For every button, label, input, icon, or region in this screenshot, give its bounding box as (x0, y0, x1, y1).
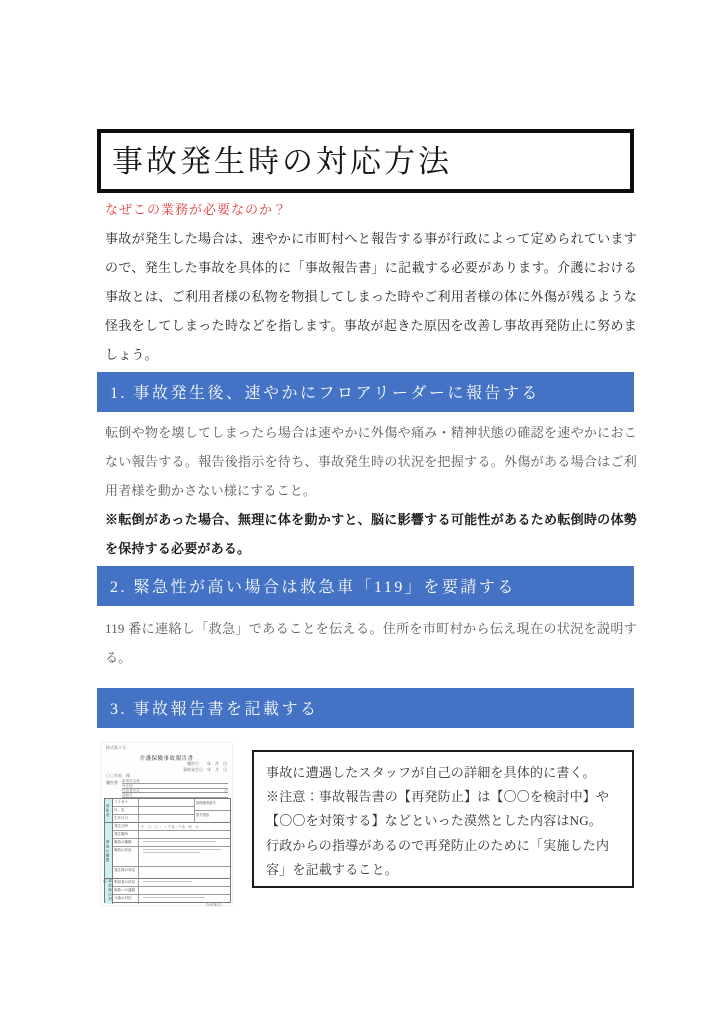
section-2-header (97, 566, 634, 606)
form-band-incident-label: 事故の概要 (105, 823, 113, 878)
form-subject-side-column: 被保険者番号 要介護度 (194, 799, 230, 822)
form-reporter-row: 連絡先 (122, 793, 228, 798)
callout-line: ※注意：事故報告書の【再発防止】は【〇〇を検討中】や (266, 789, 610, 805)
form-reporter-row: 事業所名称 (122, 779, 228, 784)
callout-line: 行政からの指導があるので再発防止のために「実施した内 (266, 837, 610, 853)
form-seal-mark: 印 (224, 788, 228, 793)
form-addressee: 〇〇市長 様 (106, 773, 130, 778)
form-title: 介護保険事故報告書 (139, 756, 194, 762)
section-1-body (105, 418, 637, 563)
section-2-text: 119 番に連絡し「救急」であることを伝える。住所を市町村から伝え現在の状況を説明する。 (105, 621, 637, 665)
page-title-box (97, 129, 634, 193)
form-reporter-block (106, 779, 228, 798)
section-1-header (97, 372, 634, 412)
form-band-subject-label: 対象者 (105, 799, 113, 822)
section-3-heading: 3. 事故報告書を記載する (110, 700, 319, 718)
form-reporter-row: 所在地 (122, 784, 228, 789)
callout-box (252, 750, 634, 888)
section-1-note: ※転倒があった場合、無理に体を動かすと、脳に影響する可能性があるため転倒時の体勢を保持する必要がある。 (105, 512, 637, 556)
form-doc-number: 様式第１号 (106, 745, 126, 750)
form-reporter-row: 代表者氏名 印 (122, 788, 228, 793)
form-table (104, 798, 231, 903)
form-band-incident: 事故の概要 発生日時 年 月 日（ ）午前・午後 時 分 発生場所 事故の種類 事故の状況 発生時の対応 (105, 823, 230, 879)
form-band-after: 事故後の対応 利用者の状況 家族への連絡 今後の対応 (105, 879, 230, 904)
accident-report-form-thumbnail (100, 742, 233, 906)
form-date-row-1: 報告日 年 月 日 (187, 761, 227, 766)
form-date-row-2: 事故発生日 年 月 日 (183, 766, 227, 772)
callout-line: 事故に遭遇したスタッフが自己の詳細を具体的に書く。 (266, 765, 596, 780)
section-3-header (97, 688, 634, 728)
form-band-subject: 対象者 フリガナ 氏 名 生年月日 被保険者番号 要介護度 (105, 799, 230, 823)
lead-heading: なぜこの業務が必要なのか？ (105, 202, 288, 217)
section-1-heading: 1. 事故発生後、速やかにフロアリーダーに報告する (110, 384, 540, 402)
section-2-heading: 2. 緊急性が高い場合は救急車「119」を要請する (110, 578, 516, 596)
form-band-after-label: 事故後の対応 (105, 879, 113, 904)
lead-paragraph: 事故が発生した場合は、速やかに市町村へと報告する事が行政によって定められていますので、発生した事故を具体的に「事故報告書」に記載する必要があります。介護における事故とは、ご利用者様の私物を物損してしまった時やご利用者様の体に外傷が残るような怪我をしてしまった時などを指します。事故が起きた原因を改善し事故再発防止に努めましょう。 (105, 231, 637, 362)
callout-line: 容」を記載すること。 (266, 861, 399, 877)
page-title: 事故発生時の対応方法 (112, 143, 452, 179)
section-1-text: 転倒や物を壊してしまったら場合は速やかに外傷や痛み・精神状態の確認を速やかにおこない報告する。報告後指示を待ち、事故発生時の状況を把握する。外傷がある場合はご利用者様を動かさない様にすること。 (105, 425, 637, 498)
form-reporter-label: 報告者 (106, 780, 118, 785)
section-2-body (105, 614, 637, 672)
callout-line: 【〇〇を対策する】などといった漠然とした内容はNG。 (266, 813, 602, 829)
form-caption: （参考様式） (203, 903, 224, 907)
